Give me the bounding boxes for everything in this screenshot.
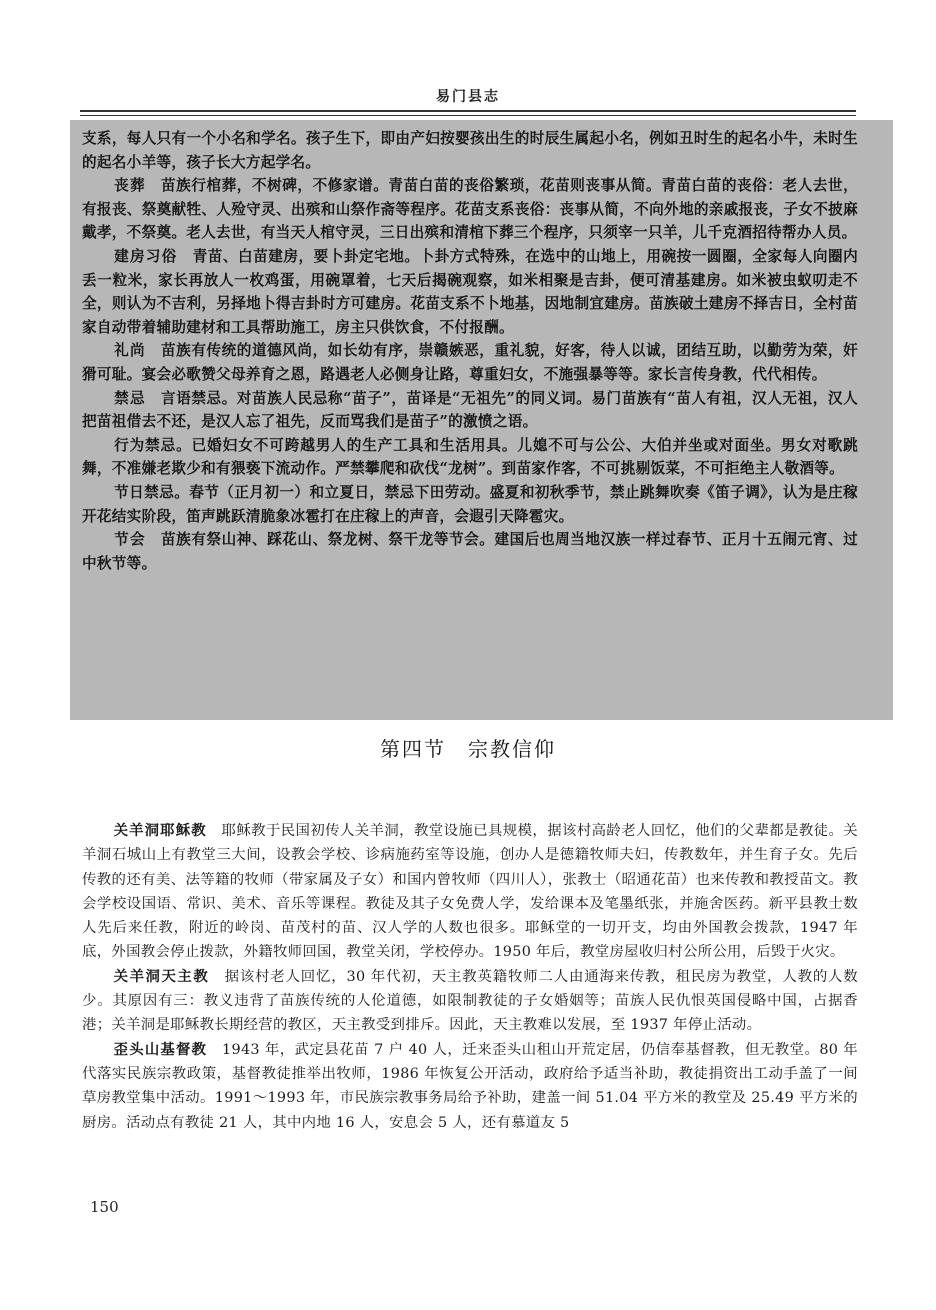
paragraph-taboos — [82, 387, 858, 434]
section-title: 第四节 宗教信仰 — [380, 737, 556, 761]
funeral-text: 苗族行棺葬，不树碑，不修家谱。青苗白苗的丧俗繁琐，花苗则丧事从简。青苗白苗的丧俗：老人去世，有报丧、祭奠献牲、人殓守灵、出殡和山祭作斋等程序。花苗支系丧俗：丧事从简，不向外地的亲戚报丧，子女不披麻戴孝，不祭奠。老人去世，有当天人棺守灵，三日出殡和清棺下葬三个程序，只须宰一只羊，儿千克酒招待帮办人员。 — [82, 177, 858, 242]
running-title: 易门县志 — [436, 89, 500, 105]
house-building-text: 青苗、白苗建房，要卜卦定宅地。卜卦方式特殊，在选中的山地上，用碗按一圆圈，全家每人向圈内丢一粒米，家长再放人一枚鸡蛋，用碗罩着，七天后揭碗观察，如米相聚是吉卦，便可清基建房。如米被虫蚁叨走不全，则认为不吉利，另择地卜得吉卦时方可建房。花苗支系不卜地基，因地制宜建房。苗族破土建房不择吉日，全村苗家自动带着辅助建材和工具帮助施工，房主只供饮食，不付报酬。 — [82, 247, 858, 336]
term-house-building: 建房习俗 — [114, 247, 178, 265]
catholic-text: 据该村老人回忆，30 年代初，天主教英籍牧师二人由通海来传教，租民房为教堂，人教的人数少。其原因有三：教义违背了苗族传统的人伦道德，如限制教徒的子女婚姻等；苗族人民仇恨英国侵略中国，占据香港；关羊洞是耶稣教长期经营的教区，天主教受到排斥。因此，天主教难以发展，至 1937 年停止活动。 — [82, 968, 858, 1034]
term-protestant: 关羊洞耶稣教 — [113, 822, 207, 839]
term-etiquette: 礼尚 — [114, 342, 146, 360]
paragraph-catholic — [82, 965, 858, 1038]
customs-section — [82, 127, 858, 575]
term-christian: 歪头山基督教 — [113, 1040, 208, 1058]
paragraph-festivals — [82, 528, 858, 575]
festivals-text: 苗族有祭山神、踩花山、祭龙树、祭干龙等节会。建国后也周当地汉族一样过春节、正月十五闹元宵、过中秋节等。 — [82, 531, 858, 572]
paragraph-etiquette — [82, 339, 858, 386]
paragraph-christian — [82, 1038, 858, 1135]
etiquette-text: 苗族有传统的道德风尚，如长幼有序，崇赣嫉恶，重礼貌，好客，待人以诚，团结互助，以勤劳为荣，奸猾可耻。宴会必歌赞父母养育之恩，路遇老人必侧身让路，尊重妇女，不施强暴等等。家长言传身教，代代相传。 — [82, 342, 858, 383]
paragraph-funeral — [82, 174, 858, 245]
protestant-text: 耶稣教于民国初传人关羊洞，教堂设施已具规模，据该村高龄老人回忆，他们的父辈都是教徒。关羊洞石城山上有教堂三大间，设教会学校、诊病施药室等设施，创办人是德籍牧师夫妇，传教数年，并生育子女。先后传教的还有美、法等籍的牧师（带家属及子女）和国内曾牧师（四川人），张教士（昭通花苗）也来传教和教授苗文。教会学校设国语、常识、美术、音乐等课程。教徒及其子女免费人学，发给课本及笔墨纸张，并施舍医药。新平县教士数人先后来任教，附近的岭岗、苗茂村的苗、汉人学的人数也很多。耶稣堂的一切开支，均由外国教会拨款，1947 年底，外国教会停止拨款，外籍牧师回国，教堂关闭，学校停办。1950 年后，教堂房屋收归村公所公用，后毁于火灾。 — [82, 823, 858, 961]
christian-text: 1943 年，武定县花苗 7 户 40 人，迁来歪头山租山开荒定居，仍信奉基督教，但无教堂。80 年代落实民族宗教政策，基督教徒推举出牧师，1986 年恢复公开活动，政府给予适当补助，教徒捐资出工动手盖了一间草房教堂集中活动。1991～1993 年，市民族宗教事务局给予补助，建盖一间 51.04 平方米的教堂及 25.49 平方米的厨房。活动点有教徒 21 人，其中内地 16 人，安息会 5 人，还有慕道友 5 — [82, 1041, 858, 1131]
paragraph-surnames: 支系，每人只有一个小名和学名。孩子生下，即由产妇按婴孩出生的时辰生属起小名，例如丑时生的起名小牛，未时生的起名小羊等，孩子长大方起学名。 — [82, 130, 858, 171]
paragraph-house-building — [82, 245, 858, 339]
term-taboos: 禁忌 — [114, 389, 146, 407]
paragraph-festival-taboo: 节日禁忌。春节（正月初一）和立夏日，禁忌下田劳动。盛夏和初秋季节，禁止跳舞吹奏《笛子调》，认为是庄稼开花结实阶段，笛声跳跃清脆象冰雹打在庄稼上的声音，会遐引天降雹灾。 — [82, 483, 858, 525]
header-rule — [80, 110, 856, 116]
page-number: 150 — [90, 1198, 119, 1216]
religion-section — [82, 819, 858, 1135]
term-festivals: 节会 — [114, 531, 146, 549]
speech-taboo-text: 言语禁忌。对苗族人民忌称“苗子”，苗译是“无祖先”的同义词。易门苗族有“苗人有祖，汉人无祖，汉人把苗祖借去不还，是汉人忘了祖先，反而骂我们是苗子”的激愤之语。 — [82, 389, 858, 431]
paragraph-protestant — [82, 819, 858, 965]
paragraph-behavior-taboo: 行为禁忌。已婚妇女不可跨越男人的生产工具和生活用具。儿媳不可与公公、大伯并坐或对面坐。男女对歌跳舞，不准嫌老欺少和有猥亵下流动作。严禁攀爬和砍伐“龙树”。到苗家作客，不可挑剔饭菜，不可拒绝主人敬酒等。 — [82, 436, 858, 478]
term-catholic: 关羊洞天主教 — [113, 967, 210, 985]
term-funeral: 丧葬 — [114, 177, 146, 195]
